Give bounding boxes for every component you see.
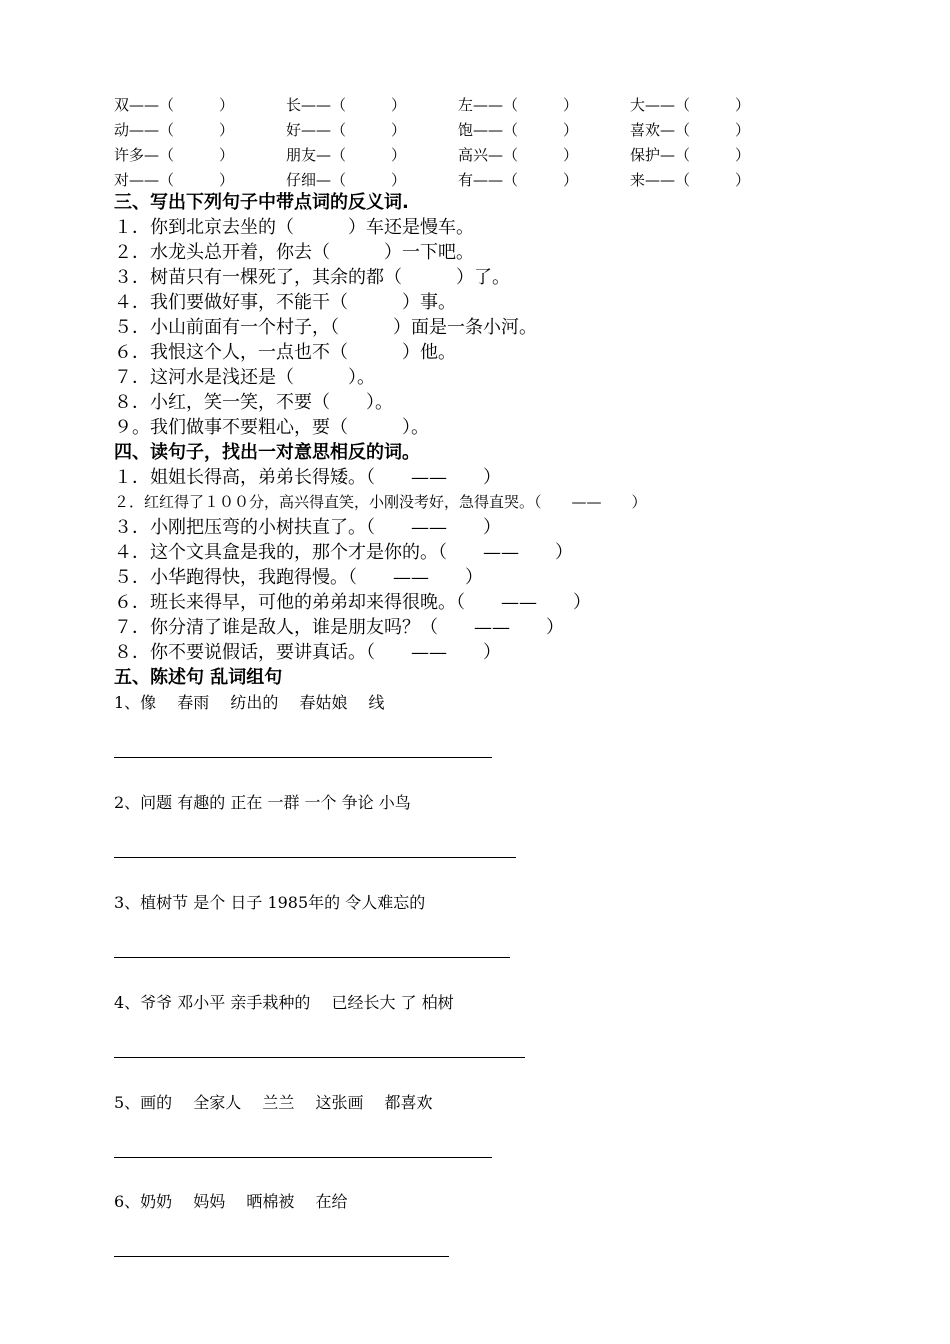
grid-row <box>114 142 814 167</box>
question-item: ４．我们要做好事，不能干（ ）事。 <box>114 292 456 313</box>
word-order-prompt: 5、画的 全家人 兰兰 这张画 都喜欢 <box>114 1093 433 1112</box>
word-order-prompt: 1、像 春雨 纺出的 春姑娘 线 <box>114 693 385 712</box>
answer-line[interactable] <box>114 1057 525 1058</box>
grid-cell: 大——（ ） <box>630 96 751 114</box>
grid-cell: 许多—（ ） <box>114 146 235 164</box>
answer-line[interactable] <box>114 957 510 958</box>
question-item: ２．红红得了１００分，高兴得直笑，小刚没考好，急得直哭。（ —— ） <box>114 493 647 511</box>
section-5 <box>114 665 934 690</box>
question-item: ５．小山前面有一个村子，（ ）面是一条小河。 <box>114 317 537 338</box>
question-item: ５．小华跑得快，我跑得慢。（ —— ） <box>114 567 483 588</box>
grid-cell: 来——（ ） <box>630 171 751 189</box>
grid-cell: 左——（ ） <box>458 96 579 114</box>
section-3-title: 三、写出下列句子中带点词的反义词. <box>114 192 409 213</box>
grid-cell: 饱——（ ） <box>458 121 579 139</box>
grid-cell: 喜欢—（ ） <box>630 121 751 139</box>
section-4 <box>114 440 934 665</box>
word-order-prompt: 3、植树节 是个 日子 1985年的 令人难忘的 <box>114 893 426 912</box>
word-order-prompt: 2、问题 有趣的 正在 一群 一个 争论 小鸟 <box>114 793 411 812</box>
section-3 <box>114 190 934 440</box>
answer-line[interactable] <box>114 1157 492 1158</box>
question-item: ４．这个文具盒是我的，那个才是你的。（ —— ） <box>114 542 573 563</box>
grid-cell: 对——（ ） <box>114 171 235 189</box>
grid-cell: 双——（ ） <box>114 96 235 114</box>
question-item: ８．你不要说假话，要讲真话。（ —— ） <box>114 642 501 663</box>
grid-cell: 高兴—（ ） <box>458 146 579 164</box>
grid-cell: 仔细—（ ） <box>286 171 407 189</box>
grid-cell: 好——（ ） <box>286 121 407 139</box>
word-order-prompt: 4、爷爷 邓小平 亲手栽种的 已经长大 了 柏树 <box>114 993 454 1012</box>
section-5-title: 五、陈述句 乱词组句 <box>114 667 283 688</box>
question-item: ７．这河水是浅还是（ ）。 <box>114 367 375 388</box>
grid-cell: 长——（ ） <box>286 96 407 114</box>
question-item: ３．树苗只有一棵死了，其余的都（ ）了。 <box>114 267 510 288</box>
question-item: ６．我恨这个人，一点也不（ ）他。 <box>114 342 456 363</box>
grid-cell: 有——（ ） <box>458 171 579 189</box>
antonym-word-grid <box>114 92 814 192</box>
grid-cell: 朋友—（ ） <box>286 146 407 164</box>
grid-row <box>114 92 814 117</box>
question-item: ８．小红，笑一笑，不要（ ）。 <box>114 392 393 413</box>
answer-line[interactable] <box>114 857 516 858</box>
question-item: ６．班长来得早，可他的弟弟却来得很晚。（ —— ） <box>114 592 591 613</box>
grid-row <box>114 117 814 142</box>
grid-row <box>114 167 814 192</box>
question-item: ３．小刚把压弯的小树扶直了。（ —— ） <box>114 517 501 538</box>
answer-line[interactable] <box>114 1256 449 1257</box>
answer-line[interactable] <box>114 757 492 758</box>
grid-cell: 动——（ ） <box>114 121 235 139</box>
word-order-prompt: 6、奶奶 妈妈 晒棉被 在给 <box>114 1192 348 1211</box>
grid-cell: 保护—（ ） <box>630 146 751 164</box>
question-item: １．姐姐长得高，弟弟长得矮。（ —— ） <box>114 467 501 488</box>
question-item: ２．水龙头总开着，你去（ ）一下吧。 <box>114 242 474 263</box>
section-4-title: 四、读句子，找出一对意思相反的词。 <box>114 442 420 463</box>
question-item: １．你到北京去坐的（ ）车还是慢车。 <box>114 217 474 238</box>
question-item: ９。我们做事不要粗心，要（ ）。 <box>114 417 429 438</box>
question-item: ７．你分清了谁是敌人，谁是朋友吗？（ —— ） <box>114 617 564 638</box>
